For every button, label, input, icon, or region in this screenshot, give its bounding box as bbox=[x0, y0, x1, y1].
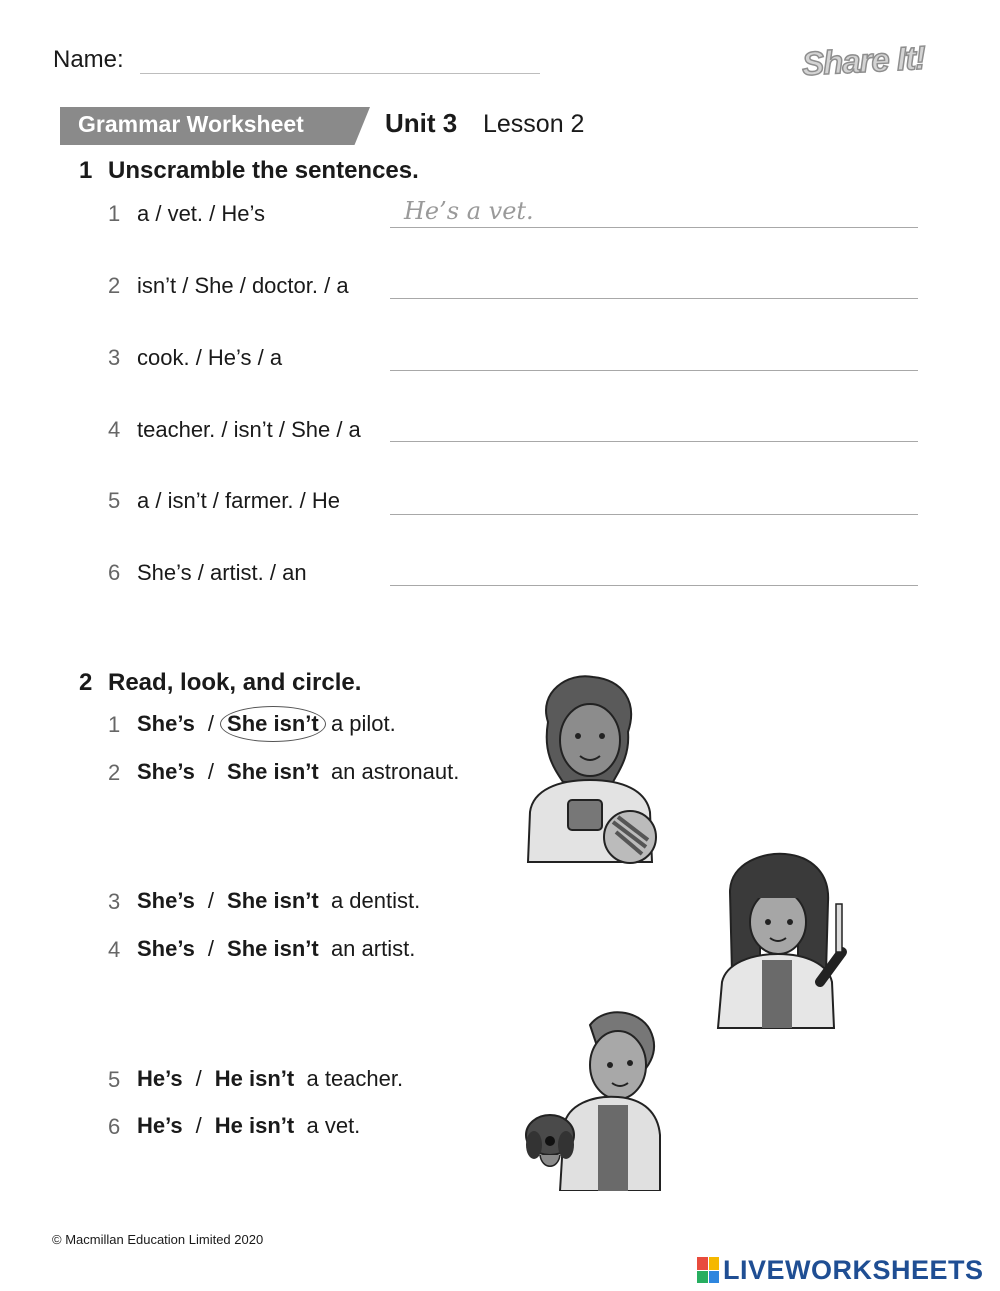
scrambled-words: teacher. / isn’t / She / a bbox=[137, 417, 361, 442]
option-separator: / bbox=[195, 1113, 202, 1138]
item-number: 5 bbox=[108, 1067, 121, 1092]
option-affirmative[interactable]: She’s bbox=[137, 759, 195, 784]
name-label: Name: bbox=[53, 46, 124, 73]
item-number: 2 bbox=[108, 273, 121, 298]
sentence-ending: an astronaut. bbox=[330, 759, 460, 784]
answer-line[interactable] bbox=[390, 441, 918, 442]
option-affirmative[interactable]: She’s bbox=[137, 936, 195, 961]
item-number: 4 bbox=[108, 937, 121, 962]
answer-line[interactable] bbox=[390, 514, 918, 515]
liveworksheets-logo[interactable] bbox=[697, 1256, 984, 1284]
sentence-ending: a dentist. bbox=[330, 888, 421, 913]
scrambled-words: isn’t / She / doctor. / a bbox=[137, 273, 349, 298]
circle-choice-row bbox=[137, 888, 420, 914]
item-number: 6 bbox=[108, 560, 121, 585]
item-number: 4 bbox=[108, 417, 121, 442]
answer-line[interactable] bbox=[390, 227, 918, 228]
section-1-heading bbox=[79, 157, 419, 185]
circle-choice-row bbox=[137, 711, 396, 737]
answer-line[interactable] bbox=[390, 585, 918, 586]
item-number: 6 bbox=[108, 1114, 121, 1139]
circle-choice-row bbox=[137, 1113, 360, 1139]
option-affirmative[interactable]: She’s bbox=[137, 888, 195, 913]
name-input-line[interactable] bbox=[140, 73, 540, 74]
item-number: 5 bbox=[108, 488, 121, 513]
liveworksheets-badge-icon bbox=[697, 1257, 719, 1283]
option-negative[interactable]: He isn’t bbox=[214, 1113, 295, 1138]
section-2-heading bbox=[79, 669, 361, 697]
option-separator: / bbox=[207, 759, 215, 784]
item-number: 3 bbox=[108, 889, 121, 914]
scrambled-words: a / isn’t / farmer. / He bbox=[137, 488, 340, 513]
option-affirmative[interactable]: She’s bbox=[137, 711, 195, 736]
lesson-label: Lesson 2 bbox=[483, 110, 585, 138]
sentence-ending: a teacher. bbox=[306, 1066, 404, 1091]
circle-choice-row bbox=[137, 1066, 403, 1092]
circle-choice-row bbox=[137, 936, 415, 962]
option-negative[interactable]: She isn’t bbox=[227, 936, 319, 961]
item-number: 3 bbox=[108, 345, 121, 370]
vet-man-illustration bbox=[520, 1005, 665, 1191]
example-answer: He’s a vet. bbox=[404, 197, 534, 225]
item-number: 1 bbox=[108, 712, 121, 737]
astronaut-girl-illustration bbox=[518, 672, 663, 870]
section-title: Read, look, and circle. bbox=[108, 669, 362, 696]
section-number: 2 bbox=[79, 669, 93, 696]
scrambled-words: She’s / artist. / an bbox=[137, 560, 307, 585]
option-negative[interactable]: He isn’t bbox=[214, 1066, 295, 1091]
section-number: 1 bbox=[79, 157, 93, 184]
option-negative[interactable]: She isn’t bbox=[227, 888, 319, 913]
option-separator: / bbox=[207, 888, 215, 913]
share-it-logo: Share It! bbox=[801, 38, 926, 83]
unit-label: Unit 3 bbox=[385, 108, 458, 138]
option-negative-circled[interactable]: She isn’t bbox=[227, 711, 319, 736]
scrambled-words: cook. / He’s / a bbox=[137, 345, 283, 370]
answer-line[interactable] bbox=[390, 370, 918, 371]
sentence-ending: an artist. bbox=[330, 936, 416, 961]
option-affirmative[interactable]: He’s bbox=[137, 1066, 183, 1091]
answer-line[interactable] bbox=[390, 298, 918, 299]
scrambled-words: a / vet. / He’s bbox=[137, 201, 265, 226]
option-separator: / bbox=[207, 711, 215, 736]
item-number: 2 bbox=[108, 760, 121, 785]
section-title: Unscramble the sentences. bbox=[108, 157, 419, 184]
copyright-notice: © Macmillan Education Limited 2020 bbox=[52, 1232, 264, 1247]
banner-title: Grammar Worksheet bbox=[78, 111, 304, 137]
sentence-ending: a vet. bbox=[306, 1113, 361, 1138]
item-number: 1 bbox=[108, 201, 121, 226]
option-separator: / bbox=[195, 1066, 202, 1091]
option-negative[interactable]: She isn’t bbox=[227, 759, 319, 784]
dentist-girl-illustration bbox=[710, 852, 862, 1030]
liveworksheets-wordmark: LIVEWORKSHEETS bbox=[723, 1254, 984, 1285]
option-separator: / bbox=[207, 936, 215, 961]
sentence-ending: a pilot. bbox=[330, 711, 396, 736]
option-affirmative[interactable]: He’s bbox=[137, 1113, 183, 1138]
circle-choice-row bbox=[137, 759, 459, 785]
